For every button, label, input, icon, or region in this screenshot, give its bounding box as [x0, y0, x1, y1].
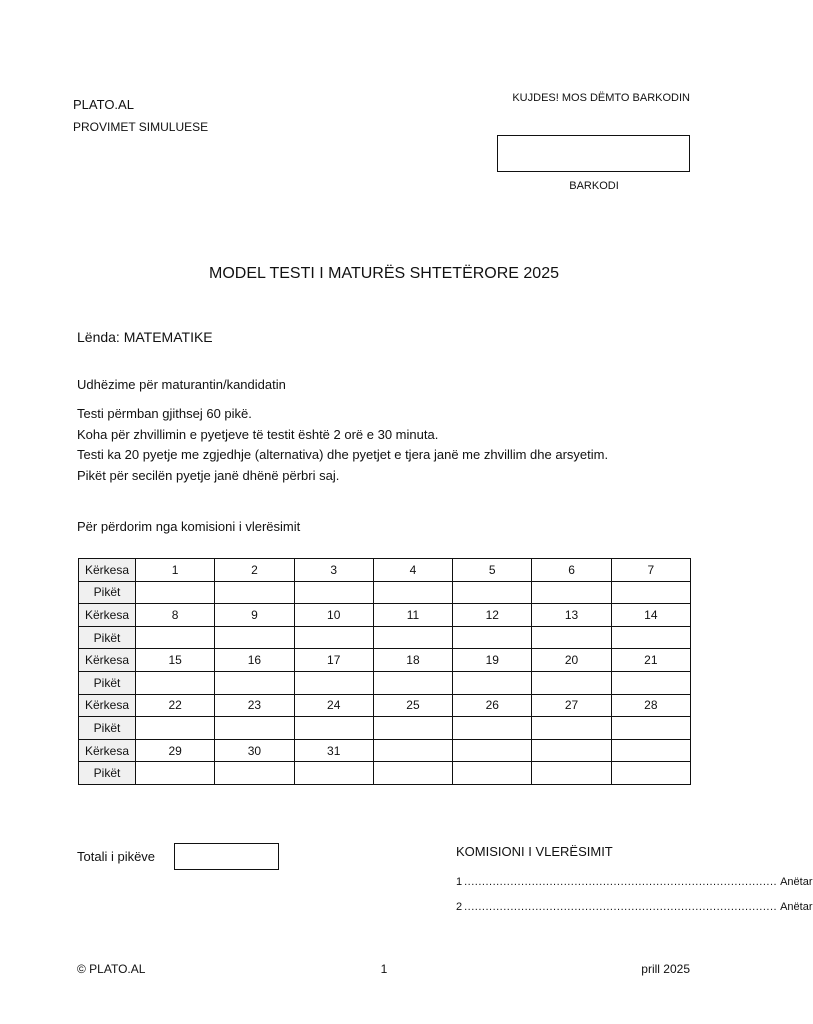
question-row	[79, 559, 691, 582]
barcode-warning: KUJDES! MOS DËMTO BARKODIN	[512, 92, 690, 104]
question-row	[79, 694, 691, 717]
barcode-box	[497, 135, 690, 172]
points-entry-cell[interactable]	[532, 581, 611, 604]
question-number-cell: 14	[611, 604, 690, 627]
question-number-cell: 26	[453, 694, 532, 717]
question-row-label: Kërkesa	[79, 694, 136, 717]
instruction-line: Testi përmban gjithsej 60 pikë.	[77, 406, 252, 421]
commission-title: KOMISIONI I VLERËSIMIT	[456, 844, 613, 859]
points-row	[79, 671, 691, 694]
points-entry-cell[interactable]	[373, 762, 452, 785]
question-row-label: Kërkesa	[79, 649, 136, 672]
points-entry-cell[interactable]	[294, 671, 373, 694]
question-number-cell: 2	[215, 559, 294, 582]
question-number-cell: 25	[373, 694, 452, 717]
question-number-cell	[373, 739, 452, 762]
question-row-label: Kërkesa	[79, 739, 136, 762]
question-number-cell: 4	[373, 559, 452, 582]
points-row	[79, 626, 691, 649]
question-number-cell: 15	[136, 649, 215, 672]
points-entry-cell[interactable]	[453, 626, 532, 649]
member-role: Anëtar	[780, 876, 813, 888]
question-number-cell: 16	[215, 649, 294, 672]
points-entry-cell[interactable]	[532, 671, 611, 694]
points-entry-cell[interactable]	[136, 671, 215, 694]
points-row	[79, 762, 691, 785]
brand-subtitle: PROVIMET SIMULUESE	[73, 120, 209, 134]
points-row-label: Pikët	[79, 717, 136, 740]
points-entry-cell[interactable]	[215, 762, 294, 785]
commission-member-line	[456, 876, 813, 888]
points-row-label: Pikët	[79, 762, 136, 785]
question-number-cell: 23	[215, 694, 294, 717]
signature-dots[interactable]: ........................................................................................	[464, 901, 778, 913]
question-row	[79, 604, 691, 627]
question-number-cell: 8	[136, 604, 215, 627]
points-entry-cell[interactable]	[294, 626, 373, 649]
question-number-cell: 22	[136, 694, 215, 717]
question-number-cell: 6	[532, 559, 611, 582]
question-number-cell: 27	[532, 694, 611, 717]
signature-dots[interactable]: ........................................................................................	[464, 876, 778, 888]
question-row	[79, 649, 691, 672]
page-title: MODEL TESTI I MATURËS SHTETËRORE 2025	[209, 265, 559, 282]
question-row-label: Kërkesa	[79, 604, 136, 627]
points-row-label: Pikët	[79, 671, 136, 694]
points-row-label: Pikët	[79, 581, 136, 604]
question-number-cell: 13	[532, 604, 611, 627]
points-entry-cell[interactable]	[532, 762, 611, 785]
member-number: 2	[456, 901, 463, 913]
question-number-cell: 12	[453, 604, 532, 627]
instruction-line: Pikët për secilën pyetje janë dhënë përbri saj.	[77, 467, 340, 483]
points-entry-cell[interactable]	[136, 717, 215, 740]
points-entry-cell[interactable]	[611, 717, 690, 740]
points-entry-cell[interactable]	[532, 717, 611, 740]
question-number-cell: 10	[294, 604, 373, 627]
footer-copyright: © PLATO.AL	[77, 962, 146, 976]
points-entry-cell[interactable]	[136, 762, 215, 785]
question-number-cell	[611, 739, 690, 762]
points-entry-cell[interactable]	[294, 762, 373, 785]
question-number-cell: 28	[611, 694, 690, 717]
total-points-box[interactable]	[174, 843, 279, 870]
points-entry-cell[interactable]	[294, 581, 373, 604]
points-entry-cell[interactable]	[136, 626, 215, 649]
question-row-label: Kërkesa	[79, 559, 136, 582]
points-entry-cell[interactable]	[611, 581, 690, 604]
points-entry-cell[interactable]	[373, 717, 452, 740]
instructions-body	[77, 404, 608, 486]
question-number-cell: 30	[215, 739, 294, 762]
points-entry-cell[interactable]	[611, 626, 690, 649]
question-number-cell: 17	[294, 649, 373, 672]
points-row-label: Pikët	[79, 626, 136, 649]
score-table	[78, 558, 691, 785]
question-number-cell: 18	[373, 649, 452, 672]
total-points-label: Totali i pikëve	[77, 849, 156, 864]
question-number-cell	[453, 739, 532, 762]
points-entry-cell[interactable]	[215, 626, 294, 649]
question-number-cell	[532, 739, 611, 762]
points-entry-cell[interactable]	[294, 717, 373, 740]
question-number-cell: 1	[136, 559, 215, 582]
footer-date: prill 2025	[641, 962, 690, 976]
points-entry-cell[interactable]	[136, 581, 215, 604]
barcode-label: BARKODI	[569, 180, 619, 192]
question-number-cell: 31	[294, 739, 373, 762]
question-number-cell: 5	[453, 559, 532, 582]
points-entry-cell[interactable]	[215, 717, 294, 740]
points-row	[79, 717, 691, 740]
instruction-line: Koha për zhvillimin e pyetjeve të testit është 2 orë e 30 minuta.	[77, 426, 439, 442]
instructions-heading: Udhëzime për maturantin/kandidatin	[77, 377, 286, 392]
instruction-line: Testi ka 20 pyetje me zgjedhje (alternativa) dhe pyetjet e tjera janë me zhvillim dhe arsyetim.	[77, 447, 609, 462]
question-number-cell: 29	[136, 739, 215, 762]
points-entry-cell[interactable]	[373, 581, 452, 604]
points-entry-cell[interactable]	[453, 762, 532, 785]
points-row	[79, 581, 691, 604]
question-row	[79, 739, 691, 762]
question-number-cell: 21	[611, 649, 690, 672]
points-entry-cell[interactable]	[611, 671, 690, 694]
points-entry-cell[interactable]	[215, 581, 294, 604]
question-number-cell: 19	[453, 649, 532, 672]
question-number-cell: 24	[294, 694, 373, 717]
points-entry-cell[interactable]	[611, 762, 690, 785]
member-role: Anëtar	[780, 901, 813, 913]
question-number-cell: 7	[611, 559, 690, 582]
question-number-cell: 11	[373, 604, 452, 627]
points-entry-cell[interactable]	[453, 717, 532, 740]
question-number-cell: 20	[532, 649, 611, 672]
member-number: 1	[456, 876, 463, 888]
points-entry-cell[interactable]	[453, 671, 532, 694]
page-number: 1	[380, 962, 388, 976]
points-entry-cell[interactable]	[215, 671, 294, 694]
commission-member-line	[456, 901, 813, 913]
subject-line: Lënda: MATEMATIKE	[77, 329, 213, 345]
question-number-cell: 3	[294, 559, 373, 582]
points-entry-cell[interactable]	[373, 626, 452, 649]
brand-name: PLATO.AL	[73, 97, 134, 112]
question-number-cell: 9	[215, 604, 294, 627]
committee-use-note: Për përdorim nga komisioni i vlerësimit	[77, 519, 301, 534]
points-entry-cell[interactable]	[532, 626, 611, 649]
points-entry-cell[interactable]	[373, 671, 452, 694]
points-entry-cell[interactable]	[453, 581, 532, 604]
